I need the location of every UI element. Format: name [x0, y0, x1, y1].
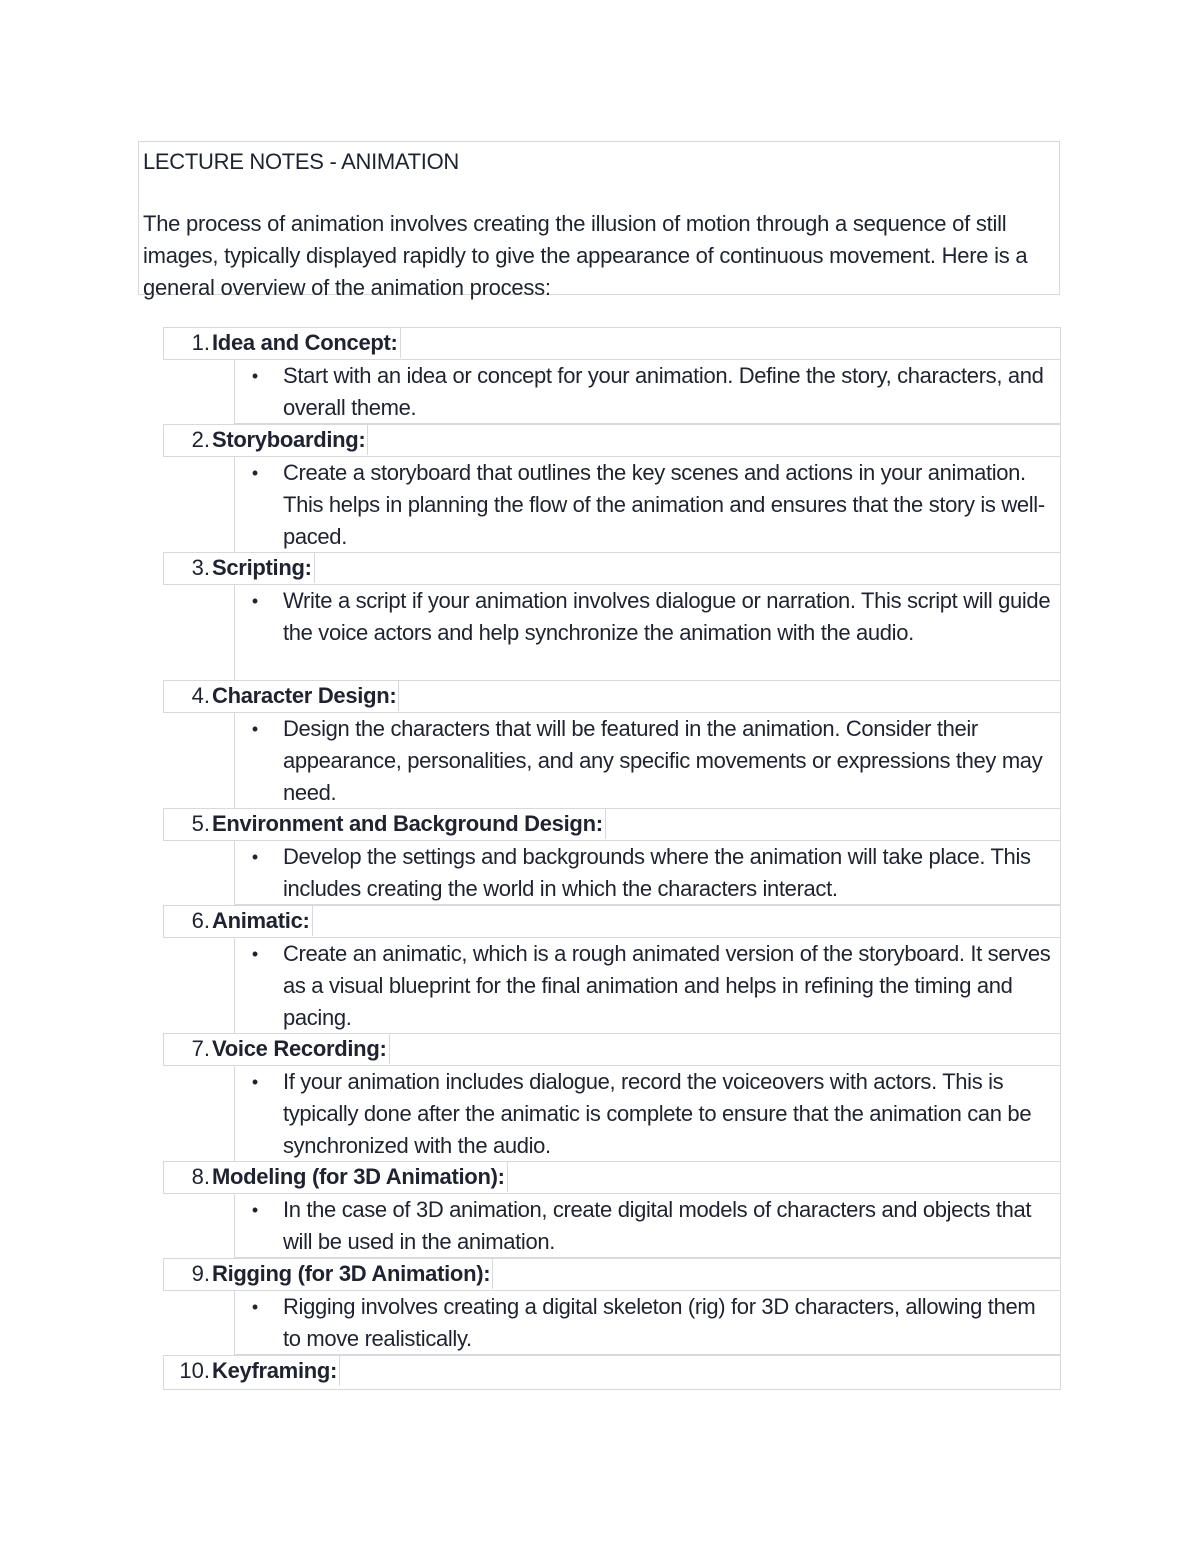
step-heading-row [163, 327, 1061, 360]
step-heading-row [163, 1258, 1061, 1291]
step-body-row [234, 360, 1061, 424]
step-body-row [234, 585, 1061, 681]
step-heading: Scripting: [212, 553, 315, 583]
step-heading: Environment and Background Design: [212, 809, 606, 839]
step-body-row [234, 1066, 1061, 1162]
step-bullet-text: Rigging involves creating a digital skeleton (rig) for 3D characters, allowing them to move realistically. [283, 1294, 1036, 1351]
step-number: 7. [191, 1036, 210, 1061]
step-heading: Animatic: [212, 906, 313, 936]
bullet-icon: • [251, 463, 259, 483]
step-bullet-text: Develop the settings and backgrounds where the animation will take place. This includes creating the world in which the characters interact. [283, 844, 1031, 901]
bullet-icon: • [251, 847, 259, 867]
step-number: 2. [191, 427, 210, 452]
step-bullet-text: Write a script if your animation involves dialogue or narration. This script will guide the voice actors and help synchronize the animation with the audio. [283, 588, 1051, 645]
step-heading-row [163, 424, 1061, 457]
step-heading-row [163, 680, 1061, 713]
step-heading-row [163, 808, 1061, 841]
document-title: LECTURE NOTES - ANIMATION [143, 149, 460, 174]
step-heading: Keyframing: [212, 1356, 340, 1386]
bullet-icon: • [251, 719, 259, 739]
step-bullet-text: Create an animatic, which is a rough animated version of the storyboard. It serves as a visual blueprint for the final animation and helps in refining the timing and pacing. [283, 941, 1051, 1030]
step-heading: Rigging (for 3D Animation): [212, 1259, 493, 1289]
step-body-row [234, 1291, 1061, 1355]
bullet-icon: • [251, 1297, 259, 1317]
bullet-icon: • [251, 591, 259, 611]
step-heading: Idea and Concept: [212, 328, 401, 358]
step-heading-row [163, 1033, 1061, 1066]
step-number: 5. [191, 811, 210, 836]
step-body-row [234, 841, 1061, 905]
intro-paragraph: The process of animation involves creating the illusion of motion through a sequence of still images, typically displayed rapidly to give the appearance of continuous movement. Here is a general overview of the animation process: [143, 211, 1028, 300]
step-bullet-text: If your animation includes dialogue, record the voiceovers with actors. This is typically done after the animatic is complete to ensure that the animation can be synchronized with the audio. [283, 1069, 1032, 1158]
step-bullet-text: Design the characters that will be featured in the animation. Consider their appearance, personalities, and any specific movements or expressions they may need. [283, 716, 1043, 805]
step-heading: Character Design: [212, 681, 399, 711]
step-heading-row [163, 1161, 1061, 1194]
step-bullet-text: In the case of 3D animation, create digital models of characters and objects that will be used in the animation. [283, 1197, 1032, 1254]
step-number: 6. [191, 908, 210, 933]
bullet-icon: • [251, 944, 259, 964]
step-heading-row [163, 552, 1061, 585]
step-number: 4. [191, 683, 210, 708]
step-bullet-text: Create a storyboard that outlines the key scenes and actions in your animation. This helps in planning the flow of the animation and ensures that the story is well-paced. [283, 460, 1045, 549]
step-number: 9. [191, 1261, 210, 1286]
step-body-row [234, 938, 1061, 1034]
bullet-icon: • [251, 1200, 259, 1220]
bullet-icon: • [251, 366, 259, 386]
step-number: 8. [191, 1164, 210, 1189]
step-heading-row [163, 1355, 1061, 1390]
step-body-row [234, 713, 1061, 809]
step-number: 1. [191, 330, 210, 355]
step-number: 10. [179, 1358, 210, 1383]
step-heading-row [163, 905, 1061, 938]
step-heading: Voice Recording: [212, 1034, 390, 1064]
step-body-row [234, 1194, 1061, 1258]
step-body-row [234, 457, 1061, 553]
step-number: 3. [191, 555, 210, 580]
step-heading: Storyboarding: [212, 425, 368, 455]
bullet-icon: • [251, 1072, 259, 1092]
step-heading: Modeling (for 3D Animation): [212, 1162, 508, 1192]
step-bullet-text: Start with an idea or concept for your animation. Define the story, characters, and overall theme. [283, 363, 1044, 420]
